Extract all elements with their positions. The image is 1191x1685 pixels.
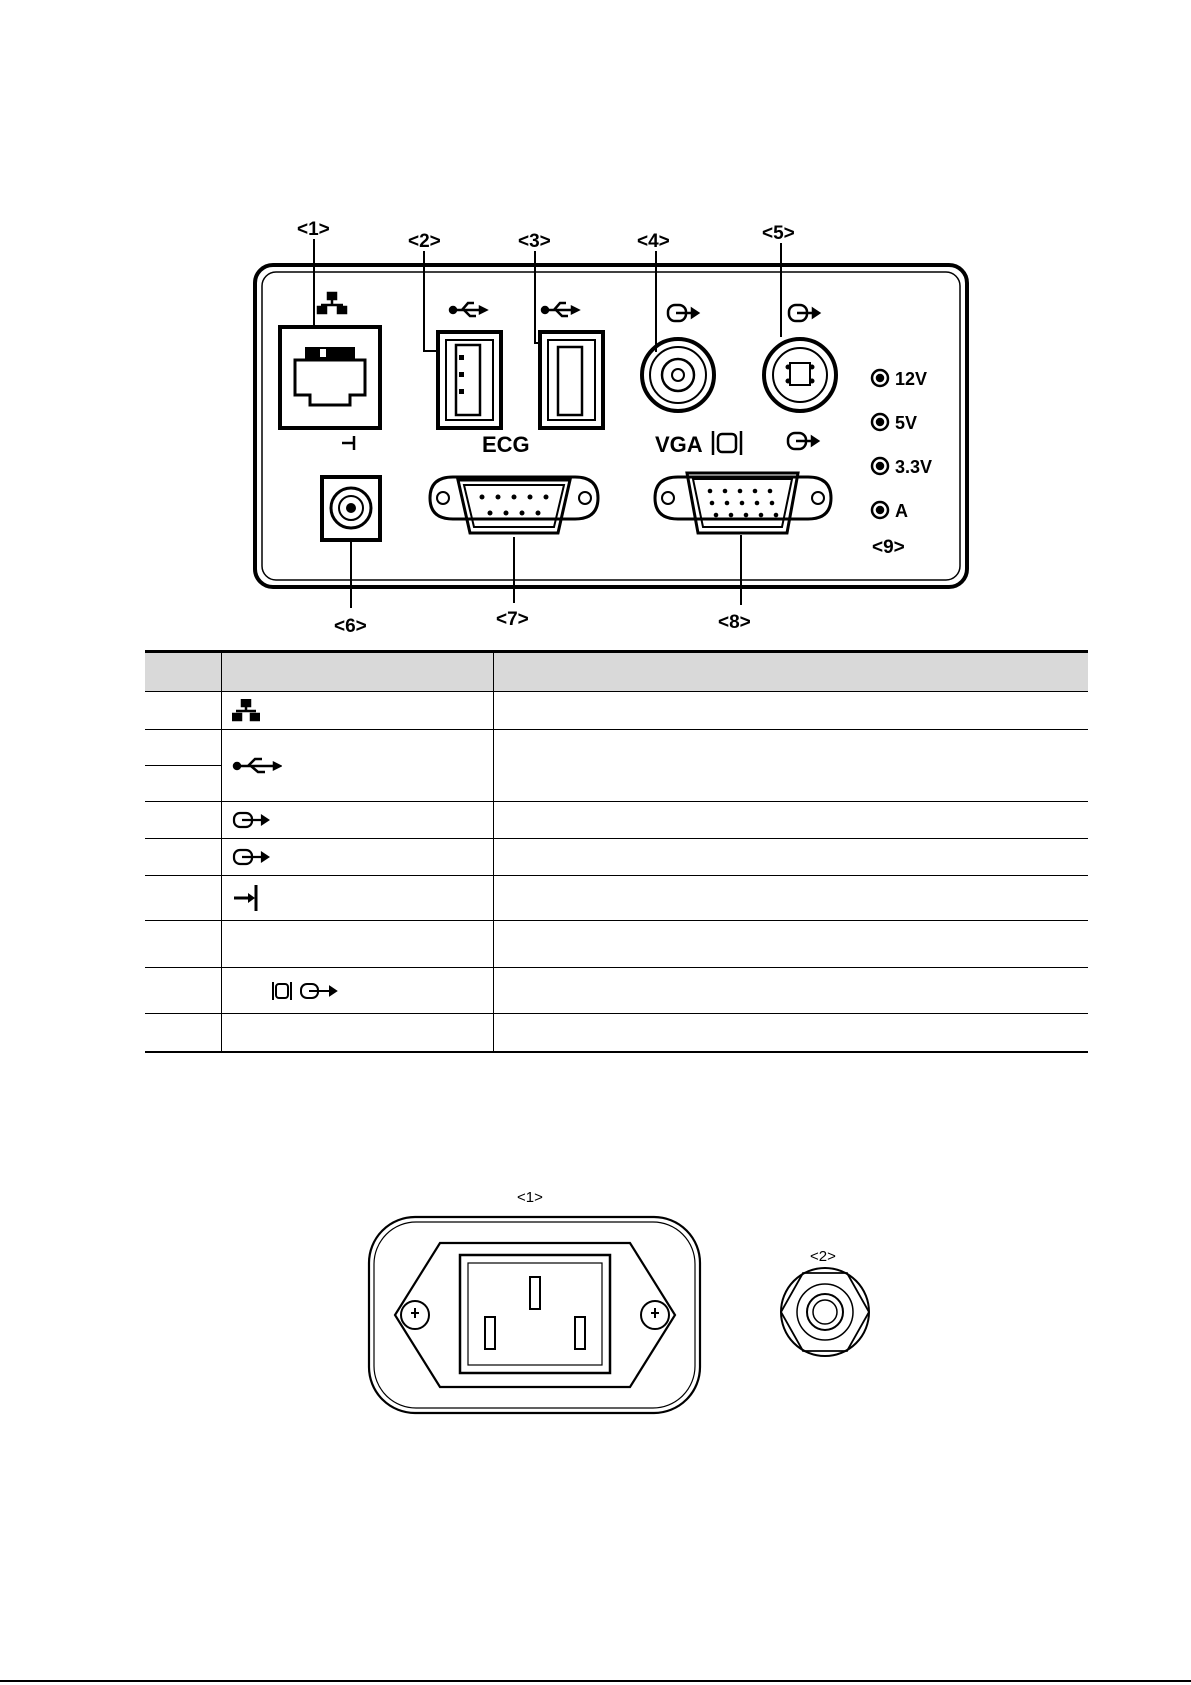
leader-lines <box>314 239 781 608</box>
video-out-icon <box>668 305 698 321</box>
footswitch-port <box>322 436 380 540</box>
vga-icon <box>713 431 741 455</box>
footswitch-icon <box>342 436 354 450</box>
usb-port-1 <box>438 303 501 428</box>
power-inlet-figure <box>360 1185 880 1420</box>
callout-2: <2> <box>408 231 441 252</box>
network-icon <box>318 293 346 313</box>
footswitch-icon <box>232 883 260 913</box>
table-row <box>145 802 1088 839</box>
bnc-video-port <box>642 305 714 411</box>
table-header-row <box>145 652 1088 692</box>
table-row <box>145 921 1088 968</box>
rear-panel-figure <box>250 215 980 635</box>
video-out-icon <box>232 847 270 867</box>
video-out-icon <box>789 305 819 321</box>
usb-icon <box>542 303 578 316</box>
usb-icon <box>232 755 282 777</box>
callout-5: <5> <box>762 223 795 244</box>
table-row <box>145 1014 1088 1052</box>
table-row <box>145 692 1088 730</box>
voltage-label-3v3: 3.3V <box>895 457 933 477</box>
ports-table <box>145 650 1088 1053</box>
power-callout-1: <1> <box>517 1189 543 1206</box>
table-row <box>145 730 1088 766</box>
callout-4: <4> <box>637 231 670 252</box>
video-out-icon <box>788 433 818 449</box>
voltage-label-a: A <box>895 501 908 521</box>
callout-9: <9> <box>872 537 905 558</box>
vga-out-icon <box>270 980 346 1002</box>
ground-terminal <box>781 1268 869 1356</box>
power-callout-2: <2> <box>810 1248 836 1265</box>
table-row <box>145 839 1088 876</box>
table-row <box>145 876 1088 921</box>
ecg-port <box>430 432 598 533</box>
callout-3: <3> <box>518 231 551 252</box>
test-points <box>872 369 932 521</box>
header-cell-symbol <box>222 652 494 692</box>
vga-port <box>655 431 831 533</box>
callout-8: <8> <box>718 612 751 633</box>
header-cell-function <box>494 652 1089 692</box>
usb-icon <box>450 303 486 316</box>
ac-inlet <box>369 1217 700 1413</box>
ecg-label: ECG <box>482 432 530 457</box>
svideo-port <box>764 305 836 411</box>
header-cell-no <box>145 652 222 692</box>
usb-port-2 <box>540 303 603 428</box>
vga-label: VGA <box>655 432 703 457</box>
voltage-label-5v: 5V <box>895 413 918 433</box>
network-port <box>280 293 380 428</box>
voltage-label-12v: 12V <box>895 369 928 389</box>
callout-6: <6> <box>334 616 367 635</box>
page-bottom-rule <box>0 1680 1191 1682</box>
callout-7: <7> <box>496 609 529 630</box>
callout-1: <1> <box>297 219 330 240</box>
table-row <box>145 968 1088 1014</box>
video-out-icon <box>232 810 270 830</box>
network-icon <box>232 699 260 723</box>
